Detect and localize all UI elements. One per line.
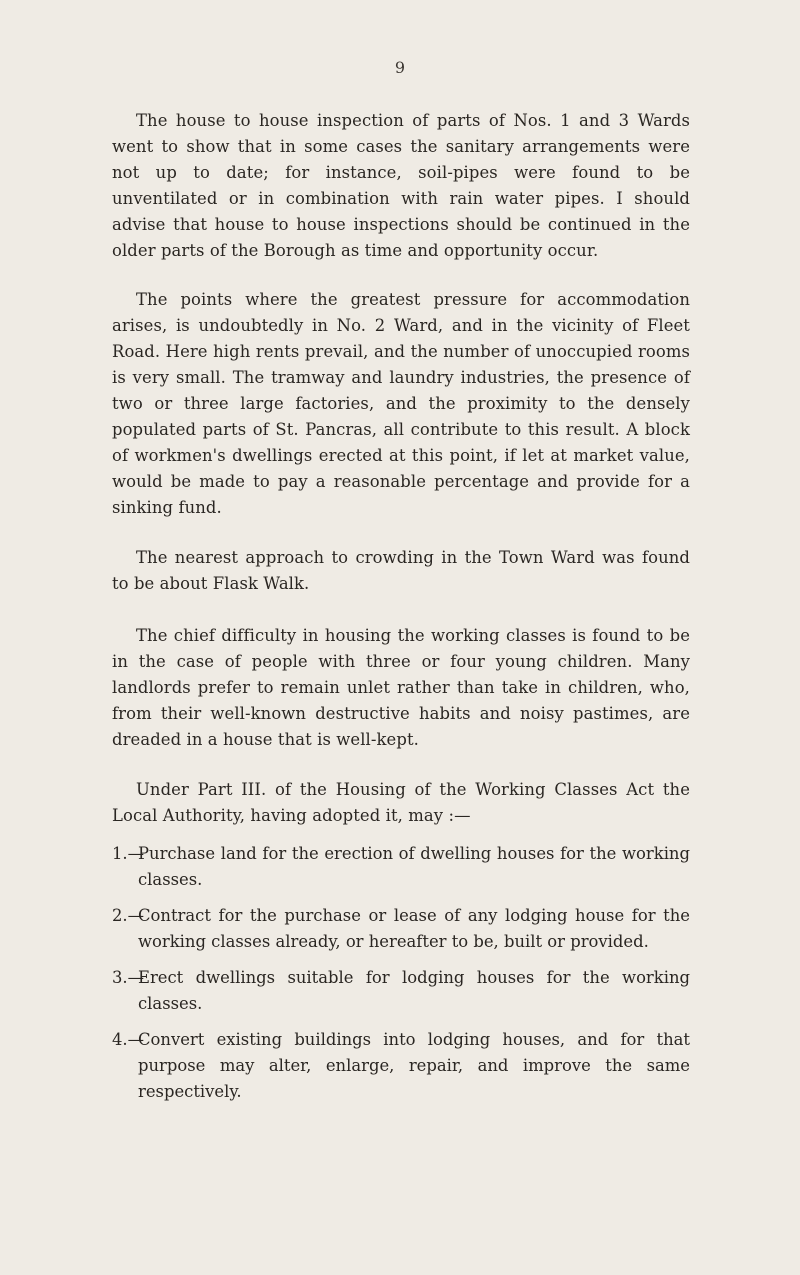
list-item-text: Purchase land for the erection of dwelling houses for the working classes. bbox=[138, 844, 690, 889]
list-item bbox=[112, 903, 690, 955]
paragraph-house-inspection: The house to house inspection of parts of Nos. 1 and 3 Wards went to show that in some cases the sanitary arrangements were not up to date; for instance, soil-pipes were found to be unventilated or in combination with rain water pipes. I should advise that house to house inspections should be continued in the older parts of the Borough as time and opportunity occur. bbox=[112, 111, 690, 260]
list-item-number: 2.— bbox=[112, 906, 145, 925]
list-item bbox=[112, 1027, 690, 1105]
list-item-text: Erect dwellings suitable for lodging houses for the working classes. bbox=[138, 968, 690, 1013]
list-item bbox=[112, 965, 690, 1017]
list-item bbox=[112, 841, 690, 893]
page-content bbox=[112, 108, 690, 1115]
list-item-text: Contract for the purchase or lease of any lodging house for the working classes already, or hereafter to be, built or provided. bbox=[138, 906, 690, 951]
list-item-text: Convert existing buildings into lodging houses, and for that purpose may alter, enlarge, repair, and improve the same respectively. bbox=[138, 1030, 690, 1101]
list-item-number: 1.— bbox=[112, 844, 145, 863]
paragraph-housing-act-intro: Under Part III. of the Housing of the Working Classes Act the Local Authority, having adopted it, may :— bbox=[112, 780, 690, 825]
list-item-number: 4.— bbox=[112, 1030, 145, 1049]
paragraph-housing-difficulty: The chief difficulty in housing the working classes is found to be in the case of people with three or four young children. Many landlords prefer to remain unlet rather than take in children, who, from their well-known destructive habits and noisy pastimes, are dreaded in a house that is well-kept. bbox=[112, 626, 690, 749]
housing-powers-list bbox=[112, 841, 690, 1105]
paragraph-accommodation-pressure: The points where the greatest pressure for accommodation arises, is undoubtedly in No. 2 Ward, and in the vicinity of Fleet Road. Here high rents prevail, and the number of unoccupied rooms is very small. The tramway and laundry industries, the presence of two or three large factories, and the proximity to the densely populated parts of St. Pancras, all contribute to this result. A block of workmen's dwellings erected at this point, if let at market value, would be made to pay a reasonable percentage and provide for a sinking fund. bbox=[112, 290, 690, 517]
paragraph-town-ward-crowding: The nearest approach to crowding in the Town Ward was found to be about Flask Walk. bbox=[112, 548, 690, 593]
list-item-number: 3.— bbox=[112, 968, 145, 987]
page-number: 9 bbox=[394, 58, 406, 77]
